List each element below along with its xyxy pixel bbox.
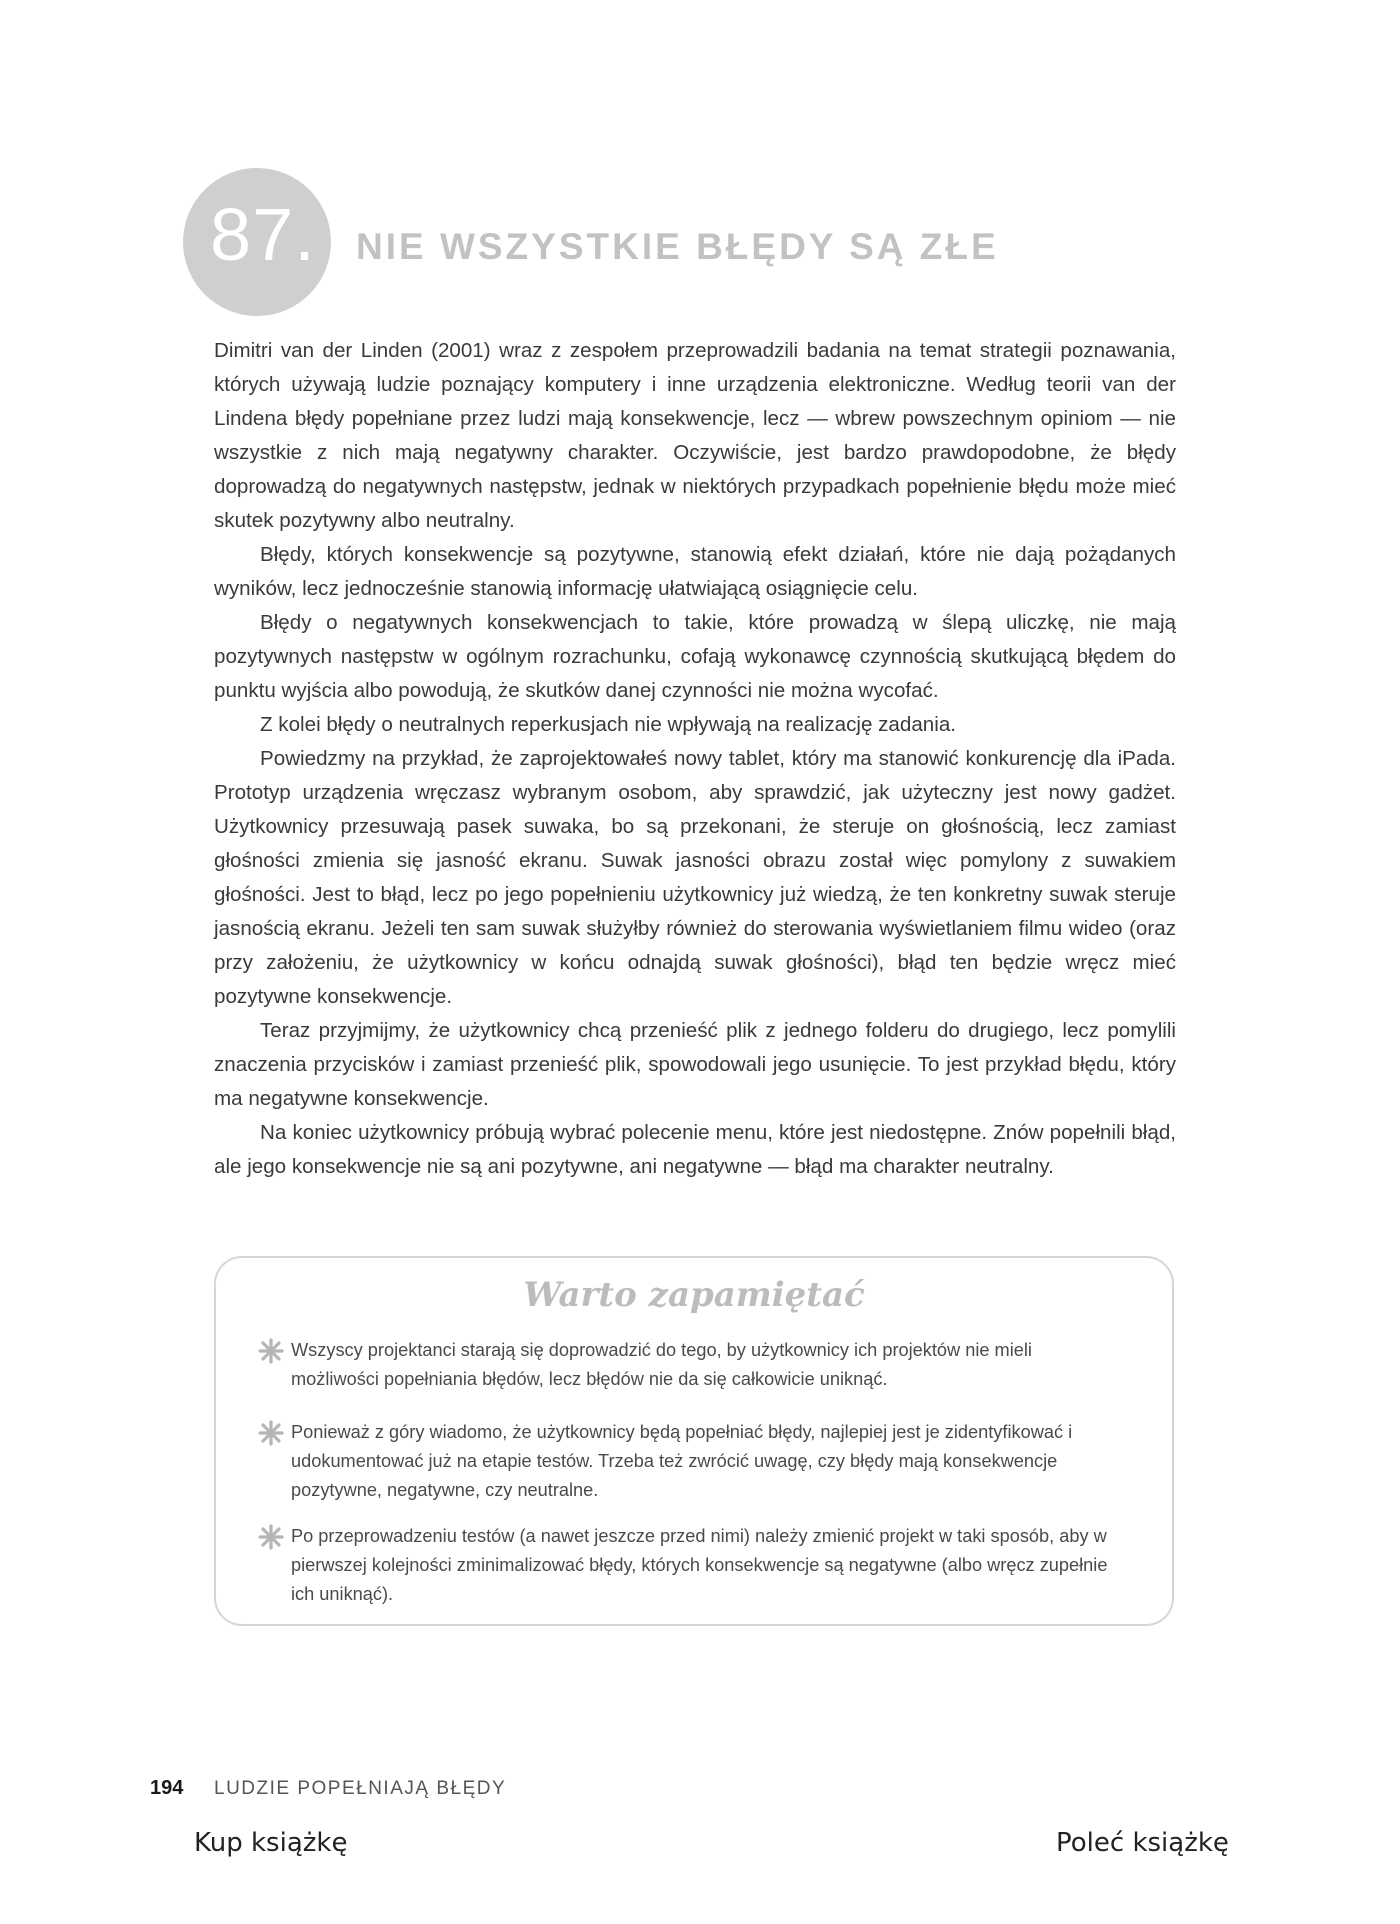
chapter-number: 87.: [210, 193, 316, 276]
remember-callout-box: [214, 1256, 1174, 1626]
callout-title: Warto zapamiętać: [523, 1275, 865, 1315]
callout-item-text: Po przeprowadzeniu testów (a nawet jeszcze przed nimi) należy zmienić projekt w taki sposób, aby w pierwszej kolejności zminimalizować błędy, których konsekwencje są negatywne (albo wręcz zupełnie ich uniknąć).: [291, 1526, 1108, 1604]
asterisk-star-icon: [258, 1420, 284, 1446]
running-header: LUDZIE POPEŁNIAJĄ BŁĘDY: [214, 1778, 507, 1799]
callout-item: [258, 1418, 1118, 1505]
callout-item-text: Wszyscy projektanci starają się doprowadzić do tego, by użytkownicy ich projektów nie mieli możliwości popełniania błędów, lecz błędów nie da się całkowicie uniknąć.: [291, 1340, 1032, 1389]
paragraph: Z kolei błędy o neutralnych reperkusjach nie wpływają na realizację zadania.: [260, 713, 956, 736]
paragraph: Błędy o negatywnych konsekwencjach to takie, które prowadzą w ślepą uliczkę, nie mają pozytywnych następstw w ogólnym rozrachunku, cofają wykonawcę czynnością skutkującą błędem do punktu wyjścia albo powodują, że skutków danej czynności nie można wycofać.: [214, 611, 1176, 702]
paragraph: Na koniec użytkownicy próbują wybrać polecenie menu, które jest niedostępne. Znów popełnili błąd, ale jego konsekwencje nie są ani pozytywne, ani negatywne — błąd ma charakter neutralny.: [214, 1121, 1176, 1178]
callout-item: [258, 1336, 1118, 1394]
asterisk-star-icon: [258, 1524, 284, 1550]
body-text: [214, 334, 1176, 1184]
paragraph: Powiedzmy na przykład, że zaprojektowałeś nowy tablet, który ma stanowić konkurencję dla iPada. Prototyp urządzenia wręczasz wybranym osobom, aby sprawdzić, jak użyteczny jest nowy gadżet. Użytkownicy przesuwają pasek suwaka, bo są przekonani, że steruje on głośnością, lecz zamiast głośności zmienia się jasność ekranu. Suwak jasności obrazu został więc pomylony z suwakiem głośności. Jest to błąd, lecz po jego popełnieniu użytkownicy już wiedzą, że ten konkretny suwak steruje jasnością ekranu. Jeżeli ten sam suwak służyłby również do sterowania wyświetlaniem filmu wideo (oraz przy założeniu, że użytkownicy w końcu odnajdą suwak głośności), błąd ten będzie wręcz mieć pozytywne konsekwencje.: [214, 747, 1176, 1008]
paragraph: Błędy, których konsekwencje są pozytywne, stanowią efekt działań, które nie dają pożądanych wyników, lecz jednocześnie stanowią informację ułatwiającą osiągnięcie celu.: [214, 543, 1176, 600]
callout-item: [258, 1522, 1118, 1609]
callout-item-text: Ponieważ z góry wiadomo, że użytkownicy będą popełniać błędy, najlepiej jest je zidentyfikować i udokumentować już na etapie testów. Trzeba też zwrócić uwagę, czy błędy mają konsekwencje pozytywne, negatywne, czy neutralne.: [291, 1422, 1073, 1500]
recommend-book-link[interactable]: Poleć książkę: [1056, 1828, 1229, 1858]
buy-book-link[interactable]: Kup książkę: [194, 1828, 348, 1858]
paragraph: Dimitri van der Linden (2001) wraz z zespołem przeprowadzili badania na temat strategii poznawania, których używają ludzie poznający komputery i inne urządzenia elektroniczne. Według teorii van der Lindena błędy popełniane przez ludzi mają konsekwencje, lecz — wbrew powszechnym opiniom — nie wszystkie z nich mają negatywny charakter. Oczywiście, jest bardzo prawdopodobne, że błędy doprowadzą do negatywnych następstw, jednak w niektórych przypadkach popełnienie błędu może mieć skutek pozytywny albo neutralny.: [214, 339, 1176, 532]
page-number: 194: [150, 1777, 184, 1799]
asterisk-star-icon: [258, 1338, 284, 1364]
chapter-title: NIE WSZYSTKIE BŁĘDY SĄ ZŁE: [356, 226, 999, 267]
paragraph: Teraz przyjmijmy, że użytkownicy chcą przenieść plik z jednego folderu do drugiego, lecz pomylili znaczenia przycisków i zamiast przenieść plik, spowodowali jego usunięcie. To jest przykład błędu, który ma negatywne konsekwencje.: [214, 1019, 1176, 1110]
